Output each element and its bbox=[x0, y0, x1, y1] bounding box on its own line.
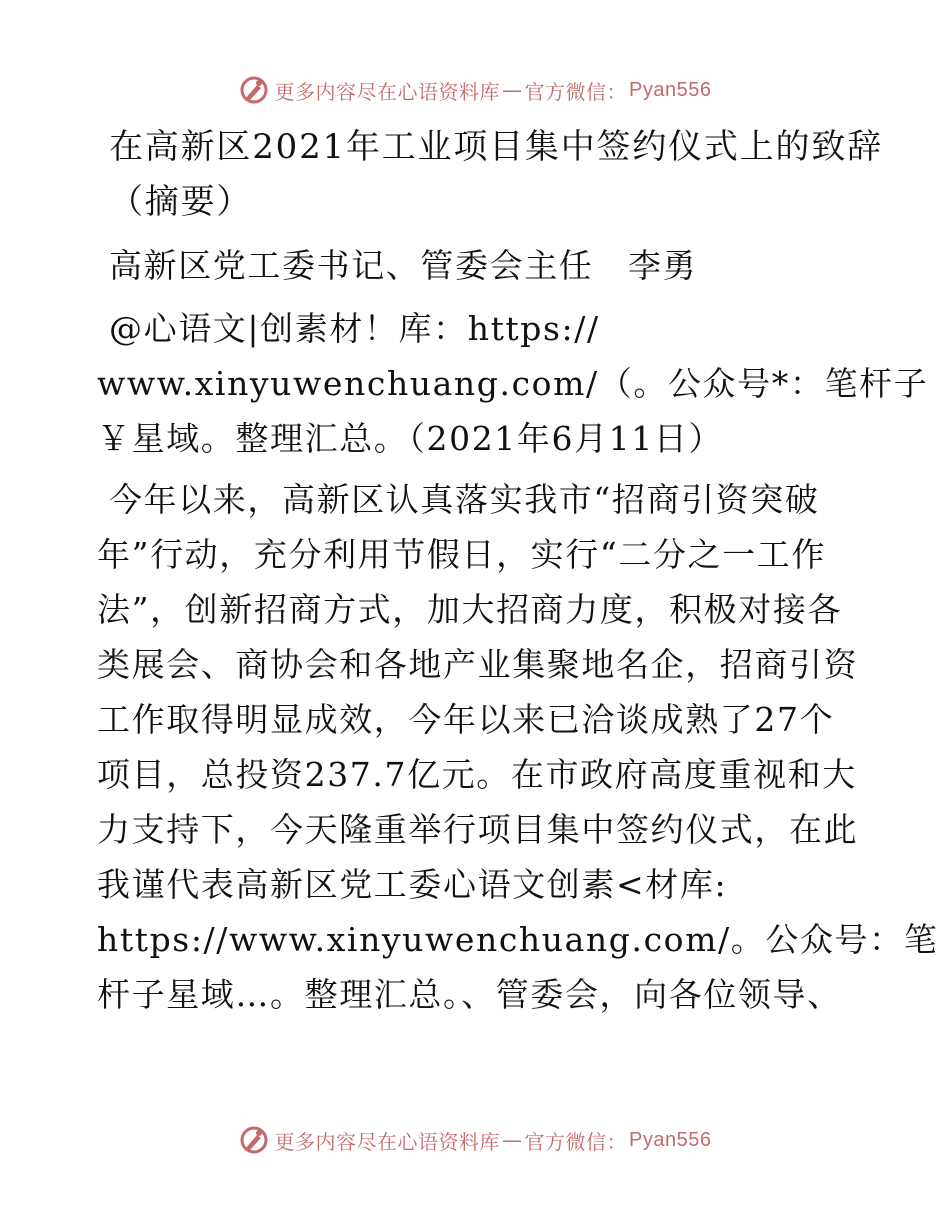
watermark-handle: Pyan556 bbox=[629, 78, 712, 101]
body-line-9: https://www.xinyuwenchuang.com/。公众号：笔 bbox=[97, 920, 939, 959]
document-title-line-2: （摘要） bbox=[109, 182, 253, 222]
watermark-wechat-label: 官方微信： bbox=[524, 79, 628, 104]
watermark-header bbox=[0, 70, 950, 110]
body-line-2: 年”行动，充分利用节假日，实行“二分之一工作 bbox=[97, 535, 826, 574]
body-line-5: 工作取得明显成效，今年以来已洽谈成熟了27个 bbox=[97, 700, 835, 739]
body-line-10: 杆子星域…。整理汇总。、管委会，向各位领导、 bbox=[97, 975, 842, 1014]
body-line-4: 类展会、商协会和各地产业集聚地名企，招商引资 bbox=[97, 645, 859, 684]
pen-logo-icon bbox=[239, 75, 269, 105]
source-line-1: @心语文|创素材！库：https:// bbox=[109, 309, 600, 348]
pen-logo-icon bbox=[239, 1125, 269, 1155]
watermark-text: 更多内容尽在心语资料库 bbox=[274, 1129, 501, 1154]
body-line-6: 项目，总投资237.7亿元。在市政府高度重视和大 bbox=[97, 755, 857, 794]
watermark-dash: — bbox=[502, 78, 523, 102]
document-author: 高新区党工委书记、管委会主任 李勇 bbox=[109, 246, 698, 285]
watermark-wechat-label: 官方微信： bbox=[524, 1129, 628, 1154]
watermark-text: 更多内容尽在心语资料库 bbox=[274, 79, 501, 104]
document-title-line-1: 在高新区2021年工业项目集中签约仪式上的致辞 bbox=[109, 127, 883, 167]
body-line-7: 力支持下，今天隆重举行项目集中签约仪式，在此 bbox=[97, 810, 859, 849]
document-body bbox=[97, 120, 939, 1022]
watermark-dash: — bbox=[502, 1128, 523, 1152]
watermark-footer bbox=[0, 1120, 950, 1160]
body-line-8: 我谨代表高新区党工委心语文创素<材库: bbox=[97, 865, 728, 904]
watermark-handle: Pyan556 bbox=[629, 1128, 712, 1151]
body-line-1: 今年以来，高新区认真落实我市“招商引资突破 bbox=[109, 480, 820, 519]
source-line-2: www.xinyuwenchuang.com/（。公众号*：笔杆子 bbox=[97, 364, 929, 403]
body-line-3: 法”，创新招商方式，加大招商力度，积极对接各 bbox=[97, 590, 843, 629]
source-line-3: ￥星域。整理汇总。（2021年6月11日） bbox=[97, 419, 724, 458]
